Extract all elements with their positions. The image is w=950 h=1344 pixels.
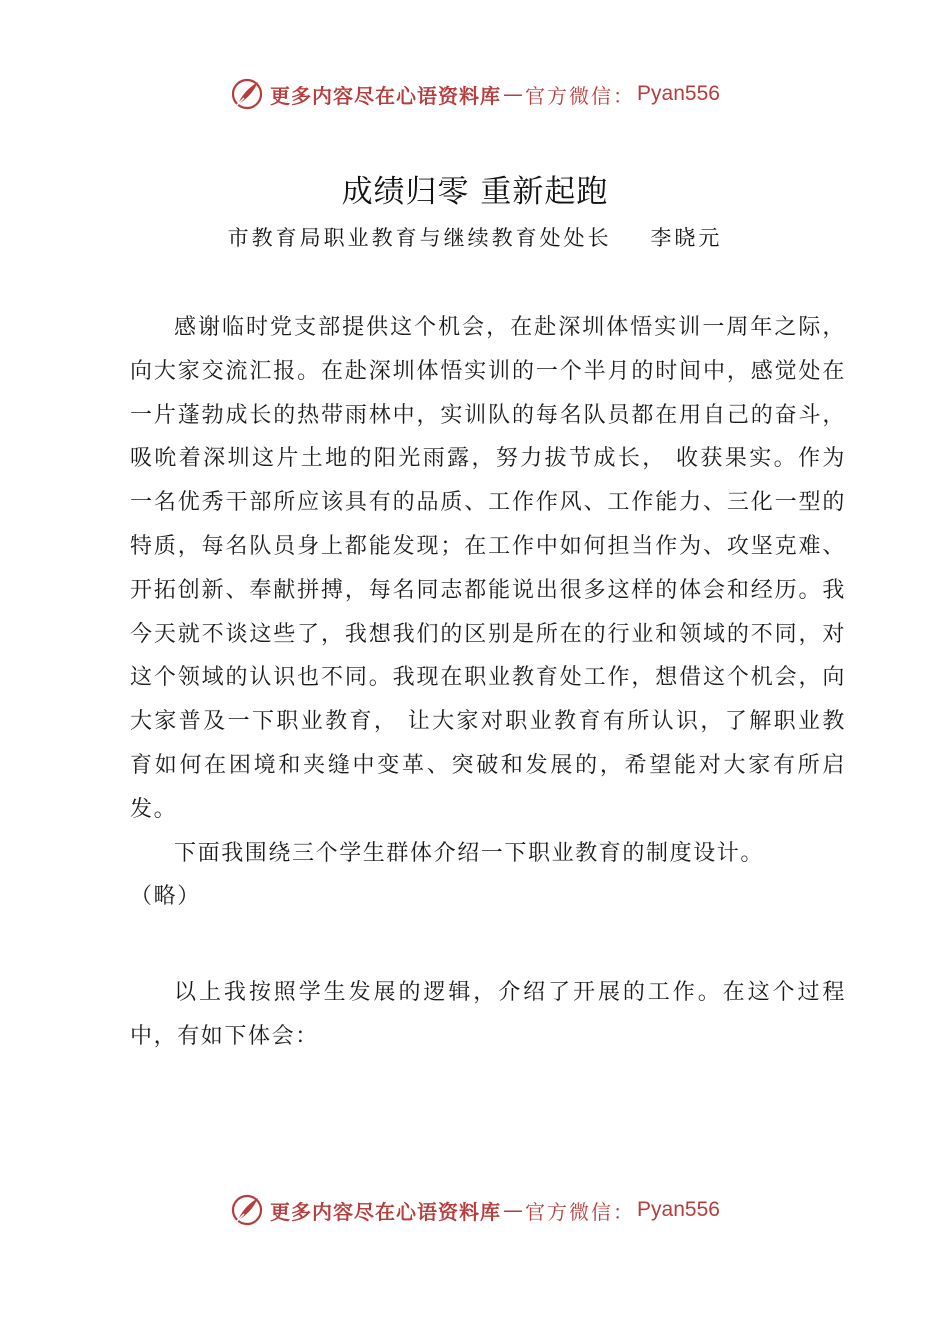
document-body [130,306,846,1059]
banner-text: 更多内容尽在心语资料库 [270,1199,502,1224]
banner-wechat-label: 官方微信： [525,83,636,108]
banner-dash: — [503,82,524,106]
banner-text: 更多内容尽在心语资料库 [270,83,502,108]
banner-wechat-label: 官方微信： [525,1199,636,1224]
omitted-note: （略） [130,884,201,910]
paragraph-student-groups: 下面我围绕三个学生群体介绍一下职业教育的制度设计。 [174,840,765,866]
paragraph-spacer [130,919,846,971]
banner-wechat-id: Pyan556 [637,1198,720,1221]
document-title: 成绩归零 重新起跑 [341,174,609,210]
banner-dash: — [503,1198,524,1222]
banner-wechat-id: Pyan556 [637,82,720,105]
feather-pen-logo-icon [230,1193,264,1227]
paragraph-intro: 感谢临时党支部提供这个机会，在赴深圳体悟实训一周年之际，向大家交流汇报。在赴深圳体悟实训的一个半月的时间中，感觉处在一片蓬勃成长的热带雨林中，实训队的每名队员都在用自己的奋斗，吸吮着深圳这片土地的阳光雨露，努力拔节成长， 收获果实。作为一名优秀干部所应该具有的品质、工作作风、工作能力、三化一型的特质，每名队员身上都能发现；在工作中如何担当作为、攻坚克难、开拓创新、奉献拼搏，每名同志都能说出很多这样的体会和经历。我今天就不谈这些了，我想我们的区别是所在的行业和领域的不同，对这个领域的认识也不同。我现在职业教育处工作，想借这个机会，向大家普及一下职业教育， 让大家对职业教育有所认识，了解职业教育如何在困境和夹缝中变革、突破和发展的，希望能对大家有所启发。 [130,315,846,822]
header-watermark-banner [0,72,950,116]
footer-watermark-banner [0,1188,950,1232]
document-subtitle: 市教育局职业教育与继续教育处处长 李晓元 [227,226,723,250]
feather-pen-logo-icon [230,77,264,111]
paragraph-reflections: 以上我按照学生发展的逻辑，介绍了开展的工作。在这个过程中，有如下体会： [130,980,846,1049]
